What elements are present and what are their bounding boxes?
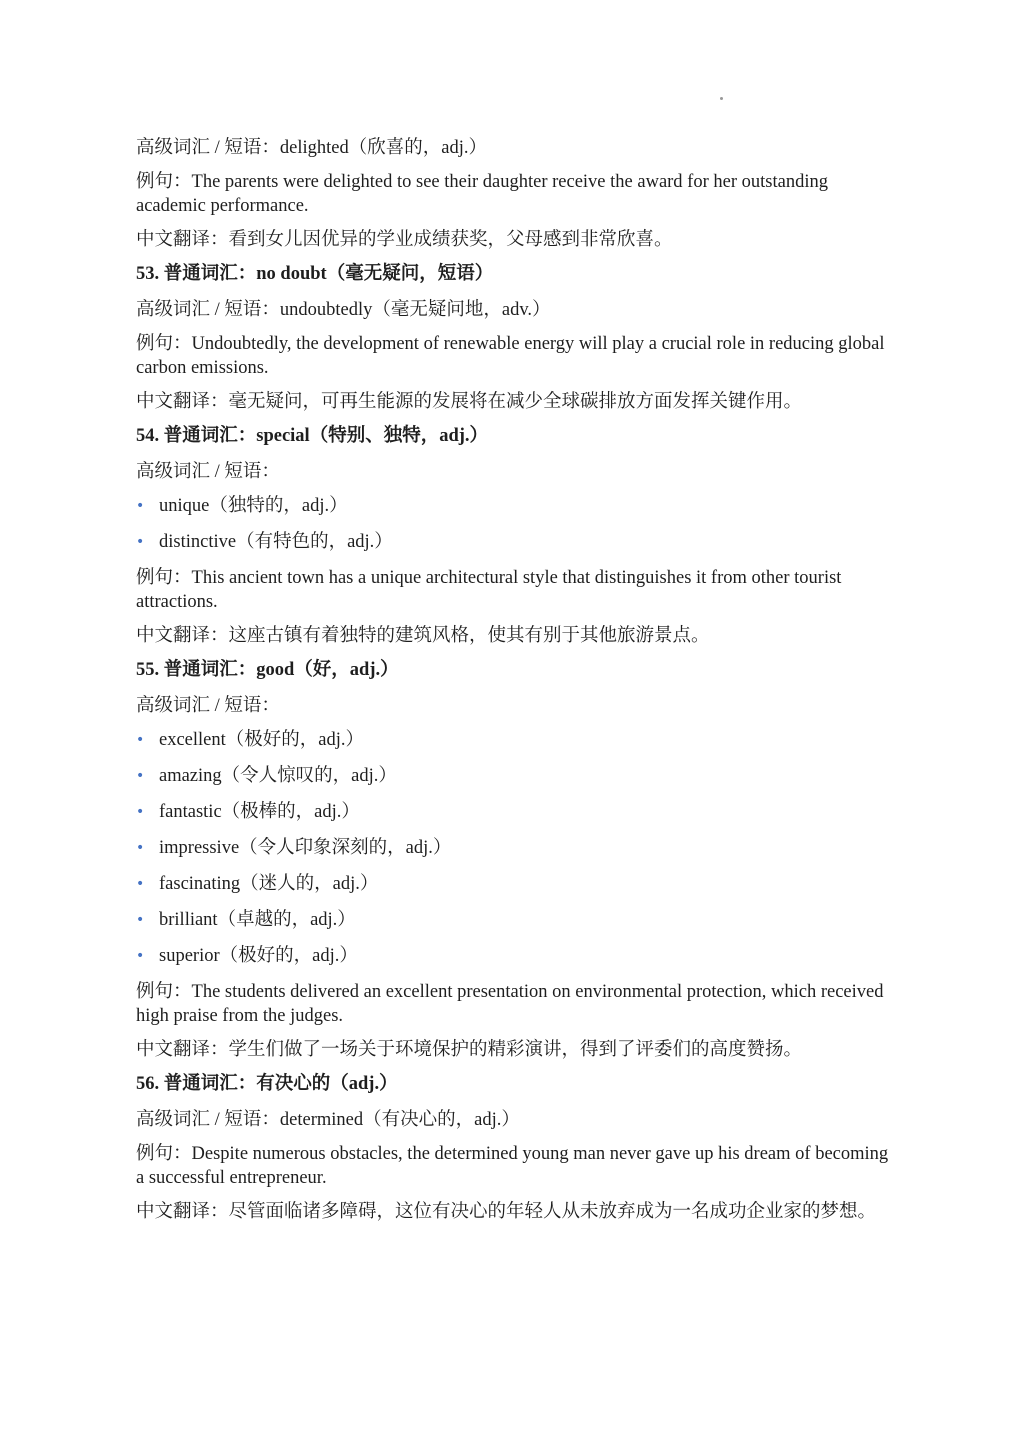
paragraph-label: 高级词汇 / 短语： <box>136 138 280 158</box>
section-heading: 53. 普通词汇：no doubt（毫无疑问，短语） <box>136 264 494 284</box>
paragraph-label: 例句： <box>136 334 192 354</box>
bullet-dot-icon: • <box>136 876 145 892</box>
paragraph <box>136 1142 896 1190</box>
bullet-item <box>136 872 896 896</box>
bullet-text: distinctive（有特色的，adj.） <box>159 532 393 552</box>
paragraph-label: 高级词汇 / 短语： <box>136 300 280 320</box>
paragraph <box>136 624 896 648</box>
paragraph <box>136 332 896 380</box>
paragraph <box>136 170 896 218</box>
bullet-text: impressive（令人印象深刻的，adj.） <box>159 838 452 858</box>
bullet-item <box>136 908 896 932</box>
paragraph <box>136 136 896 160</box>
paragraph <box>136 1038 896 1062</box>
paragraph-text: determined（有决心的，adj.） <box>279 1110 520 1130</box>
paragraph-label: 高级词汇 / 短语： <box>136 1110 280 1130</box>
bullet-text: fascinating（迷人的，adj.） <box>159 874 379 894</box>
paragraph <box>136 460 896 484</box>
paragraph-text: This ancient town has a unique architectural style that distinguishes it from other tourist attractions. <box>136 568 842 612</box>
bullet-item <box>136 800 896 824</box>
paragraph <box>136 566 896 614</box>
bullet-text: amazing（令人惊叹的，adj.） <box>159 766 397 786</box>
bullet-dot-icon: • <box>136 840 145 856</box>
paragraph-label: 中文翻译： <box>136 392 229 412</box>
paragraph <box>136 980 896 1028</box>
paragraph-text: 这座古镇有着独特的建筑风格，使其有别于其他旅游景点。 <box>228 626 710 646</box>
paragraph-label: 中文翻译： <box>136 1040 229 1060</box>
paragraph-text: The parents were delighted to see their daughter receive the award for her outstanding academic performance. <box>136 172 828 216</box>
bullet-dot-icon: • <box>136 732 145 748</box>
paragraph-text: The students delivered an excellent presentation on environmental protection, which received high praise from the judges. <box>136 982 884 1026</box>
bullet-dot-icon: • <box>136 768 145 784</box>
paragraph-text: delighted（欣喜的，adj.） <box>279 138 487 158</box>
bullet-dot-icon: • <box>136 912 145 928</box>
paragraph-label: 例句： <box>136 172 192 192</box>
paragraph <box>136 390 896 414</box>
paragraph <box>136 298 896 322</box>
paragraph-text: 学生们做了一场关于环境保护的精彩演讲，得到了评委们的高度赞扬。 <box>228 1040 803 1060</box>
paragraph-label: 中文翻译： <box>136 230 229 250</box>
paragraph <box>136 694 896 718</box>
paragraph <box>136 1108 896 1132</box>
paragraph-text: Undoubtedly, the development of renewable energy will play a crucial role in reducing global carbon emissions. <box>136 334 885 378</box>
paragraph-text: undoubtedly（毫无疑问地，adv.） <box>279 300 551 320</box>
paragraph-label: 高级词汇 / 短语： <box>136 696 280 716</box>
bullet-item <box>136 728 896 752</box>
section-heading: 55. 普通词汇：good（好，adj.） <box>136 660 399 680</box>
bullet-item <box>136 530 896 554</box>
section-heading: 54. 普通词汇：special（特别、独特，adj.） <box>136 426 489 446</box>
bullet-dot-icon: • <box>136 804 145 820</box>
document-content <box>136 136 896 1234</box>
paragraph-label: 例句： <box>136 568 192 588</box>
page-mark <box>720 97 723 100</box>
bullet-dot-icon: • <box>136 498 145 514</box>
bullet-item <box>136 764 896 788</box>
bullet-item <box>136 944 896 968</box>
bullet-text: unique（独特的，adj.） <box>159 496 348 516</box>
paragraph-label: 例句： <box>136 1144 192 1164</box>
paragraph-label: 高级词汇 / 短语： <box>136 462 280 482</box>
section-heading: 56. 普通词汇：有决心的（adj.） <box>136 1074 398 1094</box>
paragraph-label: 中文翻译： <box>136 626 229 646</box>
paragraph-text: 看到女儿因优异的学业成绩获奖，父母感到非常欣喜。 <box>228 230 673 250</box>
paragraph <box>136 1200 896 1224</box>
paragraph-text: 毫无疑问，可再生能源的发展将在减少全球碳排放方面发挥关键作用。 <box>228 392 803 412</box>
bullet-item <box>136 494 896 518</box>
bullet-item <box>136 836 896 860</box>
bullet-text: excellent（极好的，adj.） <box>159 730 364 750</box>
bullet-text: brilliant（卓越的，adj.） <box>159 910 356 930</box>
paragraph-label: 例句： <box>136 982 192 1002</box>
paragraph-text: Despite numerous obstacles, the determined young man never gave up his dream of becoming a successful entrepreneur. <box>136 1144 889 1188</box>
paragraph-label: 中文翻译： <box>136 1202 229 1222</box>
bullet-dot-icon: • <box>136 534 145 550</box>
bullet-dot-icon: • <box>136 948 145 964</box>
bullet-text: superior（极好的，adj.） <box>159 946 358 966</box>
paragraph-text: 尽管面临诸多障碍，这位有决心的年轻人从未放弃成为一名成功企业家的梦想。 <box>228 1202 877 1222</box>
paragraph <box>136 228 896 252</box>
bullet-text: fantastic（极棒的，adj.） <box>159 802 360 822</box>
